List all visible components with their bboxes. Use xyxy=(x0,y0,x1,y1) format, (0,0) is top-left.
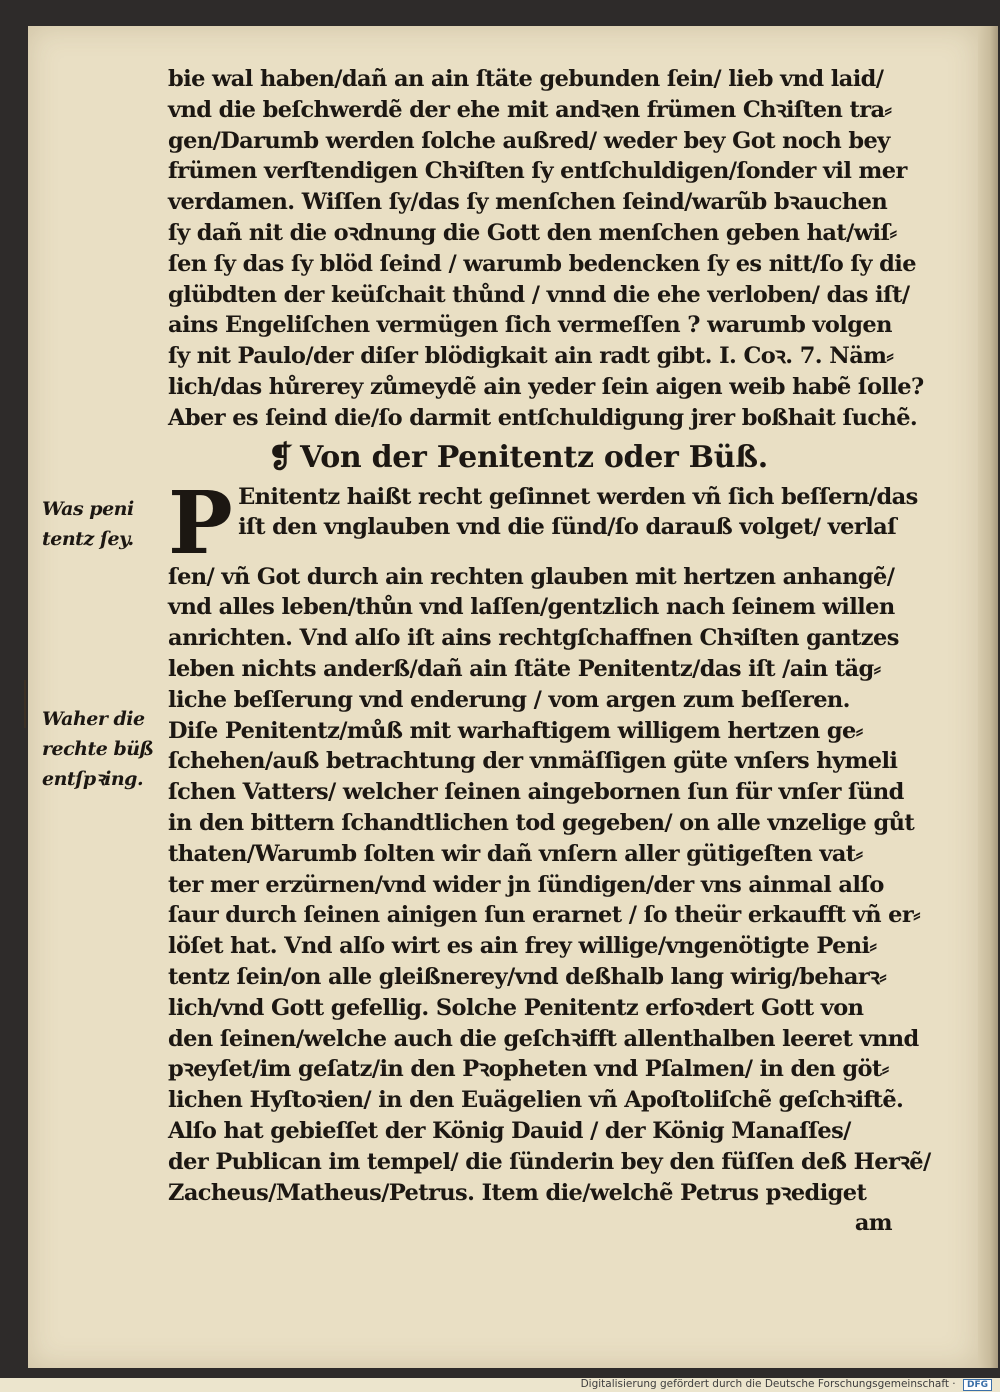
text-line: vnd alles leben/thůn vnd laſſen/gentzlich nach ſeinem willen xyxy=(168,594,895,621)
text-line: glübdten der keüſchait thůnd / vnnd die ehe verloben/ das iſt/ xyxy=(168,281,910,308)
text-line: verdamen. Wiſſen ſy/das ſy menſchen ſeind/warũb bꝛauchen xyxy=(168,189,888,216)
text-line: ſchehen/auß betrachtung der vnmäſſigen güte vnſers hymeli xyxy=(168,748,898,775)
text-line: thaten/Warumb ſolten wir dañ vnſern aller gütigeſten vat⸗ xyxy=(168,840,863,867)
text-line: Enitentz haißt recht geſinnet werden vñ ſich beſſern/das xyxy=(238,483,918,510)
text-line: liche beſſerung vnd enderung / vom argen zum beſſeren. xyxy=(168,686,850,713)
text-line: pꝛeyſet/im geſatz/in den Pꝛopheten vnd Pſalmen/ in den göt⸗ xyxy=(168,1056,889,1083)
text-line: ſaur durch ſeinen ainigen ſun erarnet / ſo theür erkaufft vñ er⸗ xyxy=(168,902,921,929)
text-line: vnd die beſchwerdẽ der ehe mit andꝛen frümen Chꝛiſten tra⸗ xyxy=(168,96,892,123)
text-line: lichen Hyſtoꝛien/ in den Euägelien vñ Apoſtoliſchẽ geſchꝛiftẽ. xyxy=(168,1087,904,1114)
text-line: ſen/ vñ Got durch ain rechten glauben mit hertzen anhangẽ/ xyxy=(168,563,895,590)
paragraph-penitence-definition xyxy=(168,472,918,716)
footer-separator-icon: · xyxy=(952,1378,956,1390)
text-line: bie wal haben/dañ an ain ſtäte gebunden ſein/ lieb vnd laid/ xyxy=(168,66,884,92)
text-line: Alſo hat gebieſſet der König Dauid / der König Manaſſes/ xyxy=(168,1117,851,1144)
text-line: der Publican im tempel/ die ſünderin bey den füſſen deß Herꝛẽ/ xyxy=(168,1148,931,1175)
text-line: in den bittern ſchandtlichen tod gegeben/ on alle vnzelige gůt xyxy=(168,809,915,836)
drop-cap: P xyxy=(168,472,233,574)
margin-note-what-is-penitence xyxy=(42,494,134,554)
margin-note-line: rechte büß xyxy=(42,738,154,760)
text-line: ſy nit Paulo/der diſer blödigkait ain radt gibt. I. Coꝛ. 7. Näm⸗ xyxy=(168,343,894,370)
margin-note-line: Waher die xyxy=(42,708,145,730)
text-line: iſt den vnglauben vnd die ſünd/ſo darauß volget/ verlaſ xyxy=(238,514,897,541)
text-line: den ſeinen/welche auch die geſchꝛifft allenthalben leeret vnnd xyxy=(168,1025,919,1052)
text-line: ſen ſy das ſy blöd ſeind / warumb bedencken ſy es nitt/ſo ſy die xyxy=(168,250,916,277)
margin-note-line: tentz ſey. xyxy=(42,528,134,550)
text-line: Aber es ſeind die/ſo darmit entſchuldigung jrer boßhait ſuchẽ. xyxy=(168,404,918,431)
text-line: tentz ſein/on alle gleißnerey/vnd deßhalb lang wirig/beharꝛ⸗ xyxy=(168,963,887,990)
page-edge xyxy=(978,26,998,1368)
text-line: Diſe Penitentz/můß mit warhaftigem willigem hertzen ge⸗ xyxy=(168,717,863,744)
margin-bracket-mark xyxy=(24,680,36,728)
text-line: löſet hat. Vnd alſo wirt es ain frey willige/vngenötigte Peni⸗ xyxy=(168,933,877,960)
footer-text: Digitalisierung gefördert durch die Deutsche Forschungsgemeinschaft xyxy=(580,1378,949,1390)
text-line: lich/vnd Gott gefellig. Solche Penitentz erfoꝛdert Gott von xyxy=(168,994,864,1021)
paragraph-true-penitence xyxy=(168,716,931,1209)
text-line: anrichten. Vnd alſo iſt ains rechtgſchaffnen Chꝛiſten gantzes xyxy=(168,625,899,652)
catchword: am xyxy=(854,1210,892,1237)
heading-text: Von der Penitentz oder Büß. xyxy=(300,439,768,475)
text-line: ſy dañ nit die oꝛdnung die Gott den menſchen geben hat/wiſ⸗ xyxy=(168,219,897,246)
section-heading xyxy=(168,434,908,482)
margin-note-line: Was peni xyxy=(42,498,134,520)
digitization-footer xyxy=(581,1378,992,1391)
text-line: gen/Darumb werden ſolche außred/ weder bey Got noch bey xyxy=(168,127,890,154)
pilcrow-mark: ❡ xyxy=(268,439,293,475)
text-line: leben nichts anderß/dañ ain ſtäte Penitentz/das iſt /ain täg⸗ xyxy=(168,655,881,682)
text-line: ſchen Vatters/ welcher ſeinen aingebornen ſun für vnſer ſünd xyxy=(168,779,904,806)
text-line: Zacheus/Matheus/Petrus. Item die/welchẽ Petrus pꝛediget xyxy=(168,1179,867,1206)
text-line: frümen verſtendigen Chꝛiſten ſy entſchuldigen/ſonder vil mer xyxy=(168,158,907,185)
text-line: lich/das hůrerey zůmeydẽ ain yeder ſein aigen weib habẽ ſolle? xyxy=(168,373,924,400)
dfg-logo-icon: DFG xyxy=(963,1379,992,1391)
margin-note-source-of-penance xyxy=(42,704,154,794)
main-text-block xyxy=(168,64,931,1239)
margin-note-line: entſpꝛing. xyxy=(42,768,144,790)
text-line: ains Engeliſchen vermügen ſich vermeſſen ? warumb volgen xyxy=(168,312,892,339)
text-line: ter mer erzürnen/vnd wider jn ſündigen/der vns ainmal alſo xyxy=(168,871,884,898)
